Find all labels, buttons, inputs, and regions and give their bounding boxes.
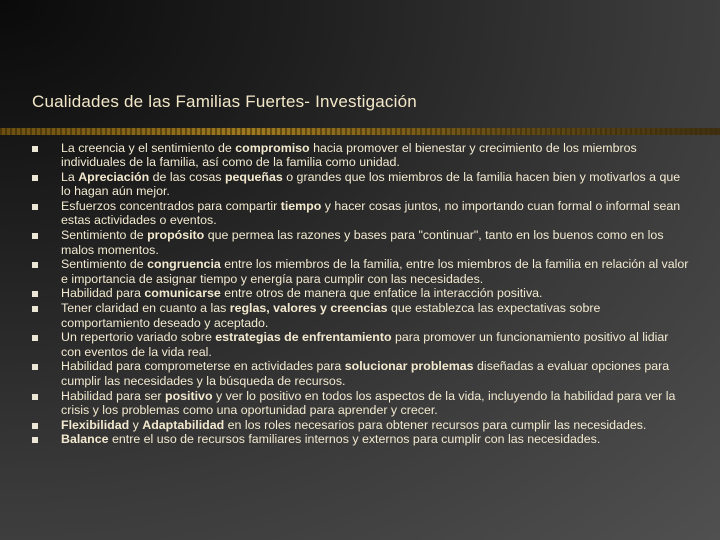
item-text: y bbox=[129, 417, 143, 432]
list-item bbox=[30, 228, 690, 257]
emphasis-text: Adaptabilidad bbox=[142, 417, 225, 432]
decorative-divider bbox=[0, 128, 720, 135]
emphasis-text: Balance bbox=[61, 432, 109, 447]
list-item bbox=[30, 199, 690, 228]
list-item bbox=[30, 389, 690, 418]
square-bullet-icon bbox=[32, 437, 38, 443]
item-text: entre otros de manera que enfatice la interacción positiva. bbox=[220, 286, 543, 301]
list-item bbox=[30, 330, 690, 359]
item-text: Habilidad para comprometerse en actividades para bbox=[61, 359, 345, 374]
emphasis-text: estrategias de enfrentamiento bbox=[215, 330, 392, 345]
square-bullet-icon bbox=[32, 306, 38, 312]
item-text: y hacer cosas juntos, no importando cuan formal o informal sean estas actividades o eventos. bbox=[61, 199, 681, 228]
item-text: Esfuerzos concentrados para compartir bbox=[61, 199, 281, 214]
item-text: de las cosas bbox=[149, 170, 225, 185]
item-text: que permea las razones y bases para "continuar", tanto en los buenos como en los malos momentos. bbox=[61, 228, 664, 257]
square-bullet-icon bbox=[32, 146, 38, 152]
emphasis-text: positivo bbox=[165, 388, 213, 403]
square-bullet-icon bbox=[32, 175, 38, 181]
list-item bbox=[30, 301, 690, 330]
list-item bbox=[30, 432, 690, 446]
emphasis-text: Flexibilidad bbox=[61, 417, 130, 432]
item-text: que establezca las expectativas sobre comportamiento deseado y aceptado. bbox=[61, 301, 601, 330]
emphasis-text: pequeñas bbox=[224, 170, 283, 185]
item-text: Tener claridad en cuanto a las bbox=[61, 301, 230, 316]
list-item bbox=[30, 359, 690, 388]
emphasis-text: tiempo bbox=[280, 199, 322, 214]
item-text: Sentimiento de bbox=[61, 257, 148, 272]
list-item bbox=[30, 418, 690, 432]
list-item bbox=[30, 141, 690, 170]
emphasis-text: compromiso bbox=[235, 141, 310, 155]
item-text: diseñadas a evaluar opciones para cumplir las necesidades y la búsqueda de recursos. bbox=[61, 359, 670, 388]
emphasis-text: Apreciación bbox=[78, 170, 150, 185]
emphasis-text: comunicarse bbox=[144, 286, 221, 301]
item-text: entre el uso de recursos familiares internos y externos para cumplir con las necesidades. bbox=[108, 432, 601, 447]
square-bullet-icon bbox=[32, 394, 38, 400]
item-text: entre los miembros de la familia, entre los miembros de la familia en relación al valor e importancia de asignar tiempo y energía para cumplir con las necesidades. bbox=[61, 257, 689, 286]
item-text: para promover un funcionamiento positivo al lidiar con eventos de la vida real. bbox=[61, 330, 669, 359]
list-item bbox=[30, 257, 690, 286]
square-bullet-icon bbox=[32, 364, 38, 370]
item-text: o grandes que los miembros de la familia hacen bien y motivarlos a que lo hagan aún mejor. bbox=[61, 170, 681, 199]
square-bullet-icon bbox=[32, 233, 38, 239]
emphasis-text: solucionar problemas bbox=[344, 359, 474, 374]
item-text: La creencia y el sentimiento de bbox=[61, 141, 236, 155]
square-bullet-icon bbox=[32, 204, 38, 210]
item-text: Sentimiento de bbox=[61, 228, 148, 243]
list-item bbox=[30, 286, 690, 300]
qualities-list bbox=[30, 141, 690, 447]
item-text: y ver lo positivo en todos los aspectos de la vida, incluyendo la habilidad para ver la crisis y los problemas como una oportunidad para aprender y crecer. bbox=[61, 388, 676, 417]
item-text: Un repertorio variado sobre bbox=[61, 330, 216, 345]
emphasis-text: reglas, valores y creencias bbox=[229, 301, 388, 316]
item-text: La bbox=[61, 170, 79, 185]
item-text: Habilidad para ser bbox=[61, 388, 166, 403]
item-text: hacia promover el bienestar y crecimiento de los miembros individuales de la familia, así como de la familia como unidad. bbox=[61, 141, 637, 170]
item-text: en los roles necesarios para obtener recursos para cumplir las necesidades. bbox=[224, 417, 647, 432]
square-bullet-icon bbox=[32, 262, 38, 268]
square-bullet-icon bbox=[32, 423, 38, 429]
item-text: Habilidad para bbox=[61, 286, 145, 301]
emphasis-text: congruencia bbox=[147, 257, 221, 272]
square-bullet-icon bbox=[32, 335, 38, 341]
emphasis-text: propósito bbox=[147, 228, 205, 243]
square-bullet-icon bbox=[32, 291, 38, 297]
slide-title: Cualidades de las Familias Fuertes- Investigación bbox=[32, 92, 417, 111]
list-item bbox=[30, 170, 690, 199]
